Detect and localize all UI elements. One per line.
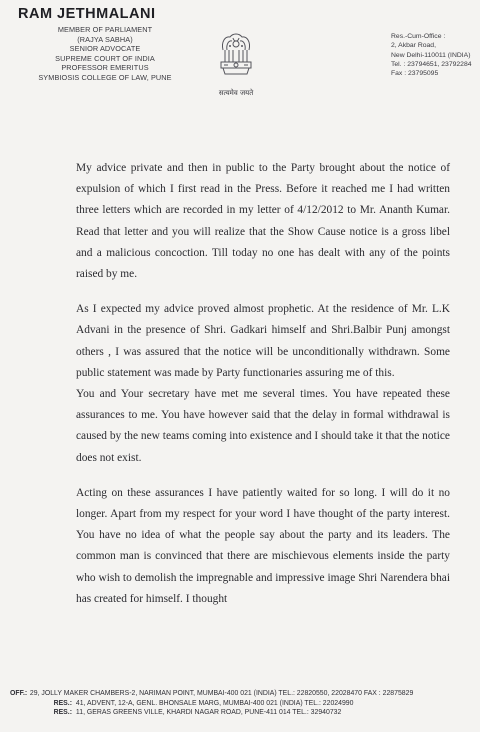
- address-line: Res.-Cum-Office :: [391, 33, 446, 40]
- national-emblem-icon: [213, 28, 259, 88]
- residence-label: RES.:: [53, 699, 72, 707]
- sender-title-line: SUPREME COURT OF INDIA: [55, 53, 155, 63]
- sender-title-line: SENIOR ADVOCATE: [69, 44, 141, 54]
- residence-address: [10, 699, 480, 709]
- sender-title-line: MEMBER OF PARLIAMENT: [57, 25, 153, 34]
- body-paragraph: Acting on these assurances I have patiently waited for so long. I will do it no longer. Apart from my respect for your word I have thought of the party interest. You have no idea of what the people say about the party and its leaders. The common man is convinced that there are mischievous elements inside the party who wish to demolish the impregnable and impressive image Shri Narendera bhai has created for himself. I thought: [76, 486, 450, 605]
- sender-title-line: PROFESSOR EMERITUS: [61, 63, 149, 73]
- sender-name: RAM JETHMALANI: [18, 6, 156, 22]
- letterhead-right: [391, 32, 480, 78]
- address-line: New Delhi-110011 (INDIA): [391, 51, 471, 59]
- office-address: [10, 689, 480, 699]
- sender-title-line: (RAJYA SABHA): [77, 34, 133, 44]
- residence-address-text: 41, ADVENT, 12-A, GENL. BHONSALE MARG, MUMBAI-400 021 (INDIA) TEL.: 22024990: [75, 699, 354, 707]
- body-paragraph: As I expected my advice proved almost prophetic. At the residence of Mr. L.K Advani in the presence of Shri. Gadkari himself and Shri.Balbir Punj amongst others , I was assured that the notice will be unconditionally withdrawn. Some public statement was made by Party functionaries assuring me of this.: [76, 303, 450, 379]
- emblem-motto: सत्यमेव जयते: [218, 89, 254, 97]
- residence-address: [10, 708, 480, 718]
- fax-line: Fax : 23795095: [391, 70, 439, 78]
- office-address-text: 29, JOLLY MAKER CHAMBERS-2, NARIMAN POINT, MUMBAI-400 021 (INDIA) TEL.: 22820550, 22028470 FAX : 22875829: [29, 690, 414, 697]
- letterhead-left: [10, 6, 200, 83]
- phone-line: Tel. : 23794651, 23792284: [391, 60, 472, 68]
- body-paragraph: You and Your secretary have met me several times. You have repeated these assurances to me. You have however said that the delay in formal withdrawal is caused by the new teams coming into existence and I should take it that the notice does not exist.: [76, 388, 450, 464]
- residence-address-text: 11, GERAS GREENS VILLE, KHARDI NAGAR ROAD, PUNE-411 014 TEL.: 32940732: [75, 709, 342, 717]
- letter-body: [76, 158, 450, 610]
- residence-label: RES.:: [53, 709, 72, 717]
- address-line: 2, Akbar Road,: [391, 42, 436, 50]
- office-label: OFF.:: [10, 690, 28, 697]
- letterhead-footer: [10, 689, 480, 718]
- sender-title-line: SYMBIOSIS COLLEGE OF LAW, PUNE: [38, 72, 172, 82]
- body-paragraph: My advice private and then in public to the Party brought about the notice of expulsion of which I first read in the Press. Before it reached me I had written three letters which are recorded in my letter of 4/12/2012 to Mr. Ananth Kumar. Read that letter and you will realize that the Show Cause notice is a gross libel and a malicious concoction. Till today no one has dealt with any of the points raised by me.: [76, 162, 450, 281]
- national-emblem: [208, 28, 264, 98]
